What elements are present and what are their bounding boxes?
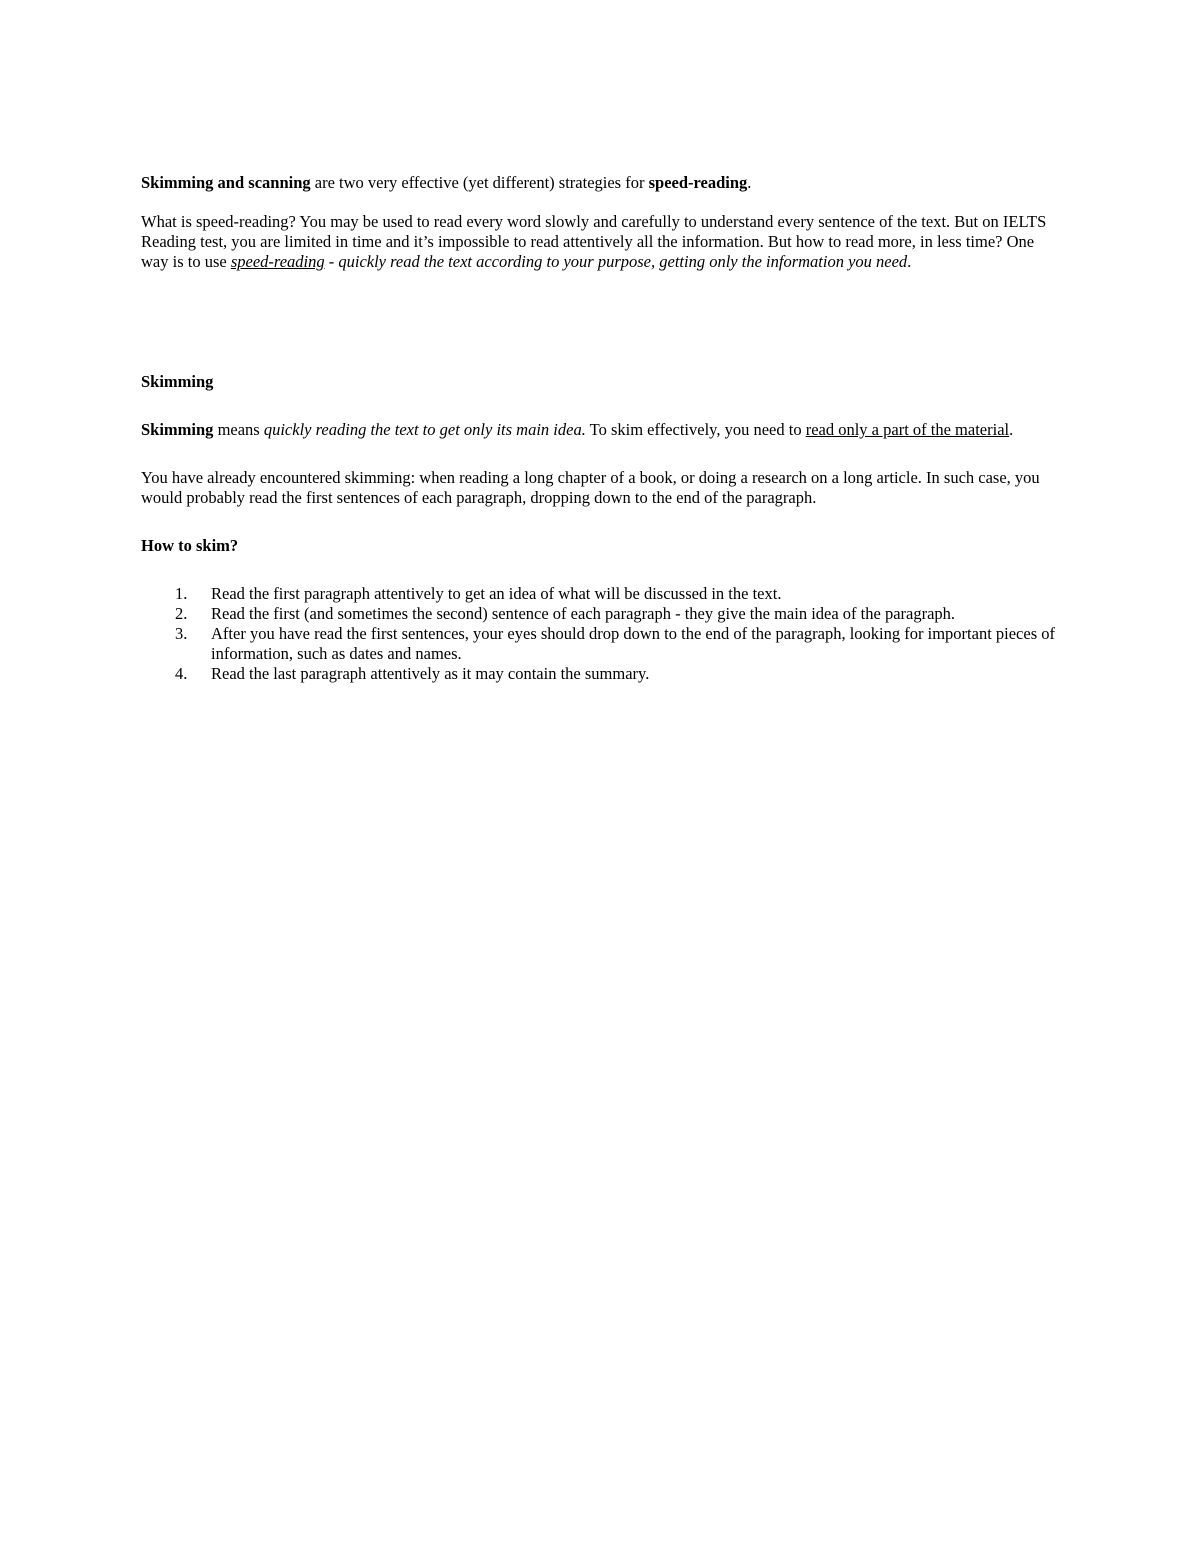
intro-middle-text: are two very effective (yet different) strategies for [310, 173, 649, 192]
speed-reading-paragraph [141, 212, 1061, 272]
speed-reading-text: What is speed-reading? You may be used to read every word slowly and carefully to understand every sentence of the text. But on IELTS Reading test, you are limited in time and it’s impossible to read attentively all the information. But how to read more, in less time? One way is to use [141, 212, 1047, 271]
skim-steps-list [141, 584, 1061, 684]
list-item-number: 4. [175, 664, 188, 683]
intro-paragraph [141, 173, 1061, 193]
list-item-number: 1. [175, 584, 188, 603]
list-item [141, 584, 1061, 604]
intro-lead-bold: Skimming and scanning [141, 173, 311, 192]
intro-end-bold: speed-reading [648, 173, 748, 192]
skimming-period: . [1009, 420, 1014, 439]
document-page [141, 173, 1061, 684]
skimming-definition-paragraph [141, 420, 1061, 440]
intro-period: . [747, 173, 752, 192]
list-item-text: After you have read the first sentences, your eyes should drop down to the end of the paragraph, looking for important pieces of information, such as dates and names. [211, 624, 1055, 663]
list-item [141, 604, 1061, 624]
encountered-skimming-paragraph: You have already encountered skimming: when reading a long chapter of a book, or doing a research on a long article. In such case, you would probably read the first sentences of each paragraph, dropping down to the end of the paragraph. [141, 468, 1040, 507]
list-item-text: Read the last paragraph attentively as it may contain the summary. [211, 664, 650, 683]
speed-reading-term: speed-reading [230, 252, 325, 271]
list-item [141, 664, 1061, 684]
list-item [141, 624, 1061, 664]
list-item-text: Read the first paragraph attentively to get an idea of what will be discussed in the text. [211, 584, 782, 603]
skimming-term: Skimming [141, 420, 214, 439]
how-to-skim-heading: How to skim? [141, 536, 239, 555]
list-item-number: 3. [175, 624, 188, 643]
skimming-middle-text: To skim effectively, you need to [585, 420, 806, 439]
skimming-meaning: quickly reading the text to get only its main idea. [263, 420, 586, 439]
skimming-heading: Skimming [141, 372, 214, 391]
list-item-number: 2. [175, 604, 188, 623]
speed-reading-definition: - quickly read the text according to your purpose, getting only the information you need [324, 252, 908, 271]
speed-reading-period: . [907, 252, 912, 271]
skimming-underlined-text: read only a part of the material [805, 420, 1010, 439]
list-item-text: Read the first (and sometimes the second) sentence of each paragraph - they give the main idea of the paragraph. [211, 604, 956, 623]
skimming-means: means [213, 420, 264, 439]
